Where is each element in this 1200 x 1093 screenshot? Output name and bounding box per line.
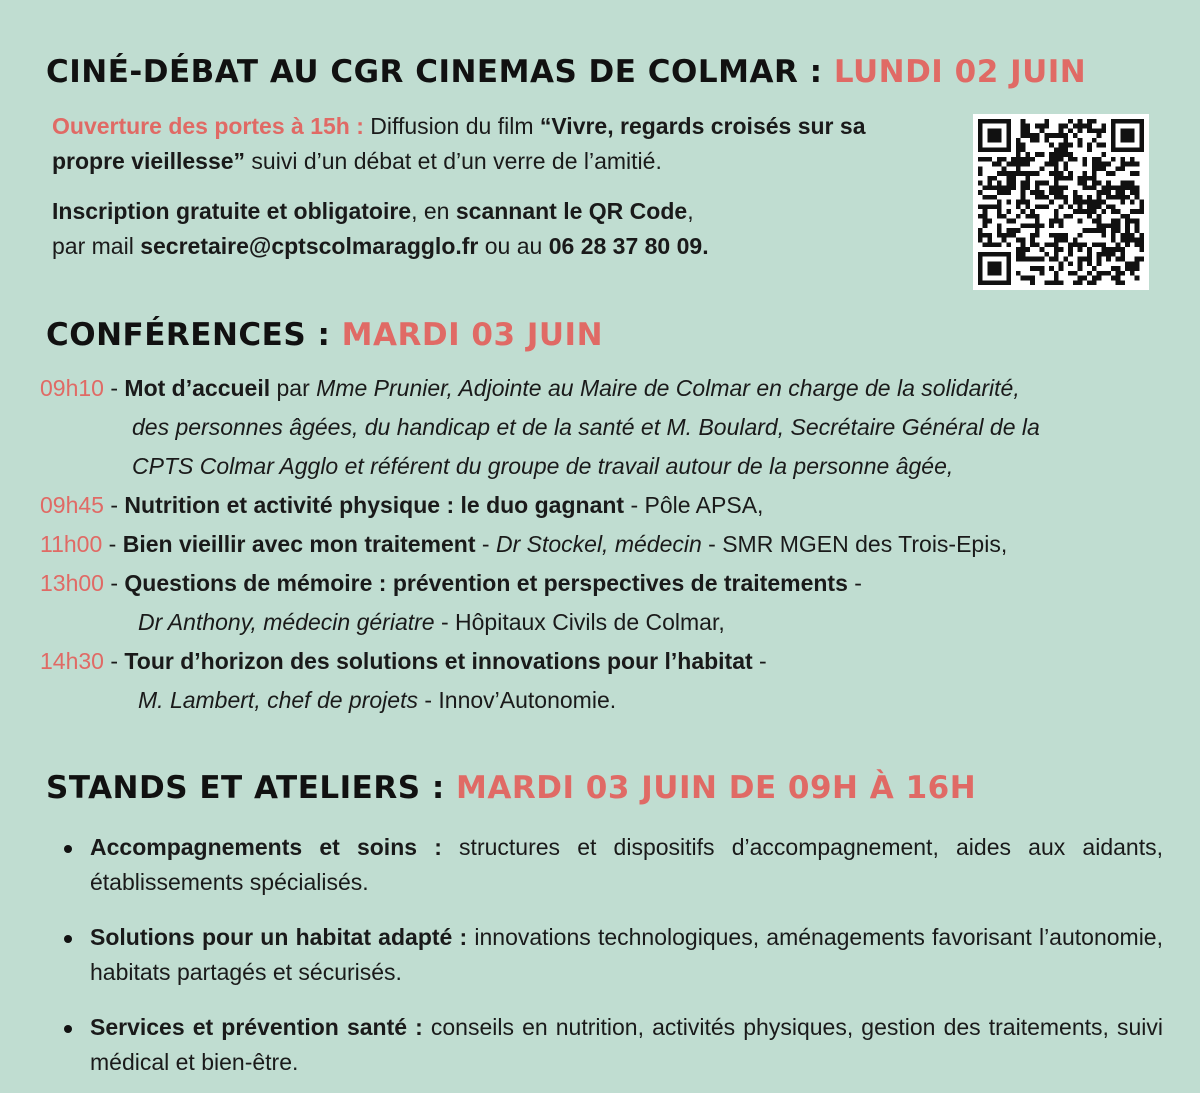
inscription-mid: , en — [411, 198, 456, 224]
program-time: 09h10 — [40, 375, 104, 401]
program-title: Tour d’horizon des solutions et innovations pour l’habitat — [124, 648, 753, 674]
program-title: Bien vieillir avec mon traitement — [122, 531, 476, 557]
program-speaker-line — [138, 603, 725, 642]
bullet-icon — [64, 845, 72, 853]
list-item — [60, 830, 1163, 900]
film-suite-text: suivi d’un débat et d’un verre de l’amitié. — [245, 148, 662, 174]
program-speaker-line — [138, 681, 616, 720]
program-item — [40, 486, 763, 525]
program-time: 09h45 — [40, 492, 104, 518]
program-dash: - — [103, 648, 125, 674]
program-item — [40, 369, 1020, 408]
program-speaker-cont: CPTS Colmar Agglo et référent du groupe de travail autour de la personne âgée, — [132, 453, 954, 479]
program-time: 14h30 — [40, 648, 104, 674]
diffusion-text: Diffusion du film — [363, 113, 540, 139]
inscription-info — [52, 194, 952, 264]
list-item — [60, 920, 1163, 990]
contact-email[interactable]: secretaire@cptscolmaragglo.fr — [140, 233, 479, 259]
stand-label: Accompagnements et soins : — [90, 834, 442, 860]
program-dash: - — [103, 492, 125, 518]
program-speaker: M. Lambert, chef de projets — [138, 687, 418, 713]
stands-date: MARDI 03 JUIN DE 09H À 16H — [456, 770, 977, 806]
program-title: Mot d’accueil — [124, 375, 271, 401]
stand-text: innovations technologiques, aménagements favorisant l’autonomie, habitats partagés et sécurisés. — [90, 924, 1163, 985]
stands-title: STANDS ET ATELIERS — [46, 770, 421, 806]
program-item — [40, 642, 767, 681]
opening-time: Ouverture des portes à 15h : — [52, 113, 364, 139]
bullet-icon — [64, 935, 72, 943]
contact-phone[interactable]: 06 28 37 80 09. — [548, 233, 709, 259]
program-title: Nutrition et activité physique : le duo gagnant — [124, 492, 625, 518]
program-dash: - — [847, 570, 862, 596]
inscription-comma: , — [687, 198, 694, 224]
qr-code-icon[interactable] — [973, 114, 1149, 290]
heading-separator: : — [798, 54, 834, 90]
cine-debat-description — [52, 109, 932, 179]
conferences-title: CONFÉRENCES — [46, 317, 307, 353]
program-speaker-cont: des personnes âgées, du handicap et de la santé et M. Boulard, Secrétaire Général de la — [132, 414, 1040, 440]
list-item — [60, 1010, 1163, 1080]
program-dash: - — [752, 648, 767, 674]
program-time: 13h00 — [40, 570, 104, 596]
bullet-icon — [64, 1025, 72, 1033]
scan-qr-label: scannant le QR Code — [455, 198, 688, 224]
program-item — [40, 564, 862, 603]
stand-label: Services et prévention santé : — [90, 1014, 423, 1040]
program-org: - Innov’Autonomie. — [417, 687, 617, 713]
stands-heading — [46, 768, 976, 808]
stand-text: conseils en nutrition, activités physiques, gestion des traitements, suivi médical et bien-être. — [90, 1014, 1164, 1075]
program-org: - Pôle APSA, — [624, 492, 764, 518]
program-speaker: Dr Stockel, médecin — [495, 531, 702, 557]
cine-debat-title: CINÉ-DÉBAT AU CGR CINEMAS DE COLMAR — [46, 54, 799, 90]
inscription-label: Inscription gratuite et obligatoire — [52, 198, 412, 224]
cine-debat-date: LUNDI 02 JUIN — [833, 54, 1087, 90]
stand-label: Solutions pour un habitat adapté : — [90, 924, 468, 950]
program-org: - Hôpitaux Civils de Colmar, — [434, 609, 725, 635]
program-dash: - — [475, 531, 496, 557]
program-item — [40, 525, 1007, 564]
program-org: - SMR MGEN des Trois-Epis, — [701, 531, 1008, 557]
ou-au-text: ou au — [478, 233, 549, 259]
conferences-date: MARDI 03 JUIN — [341, 317, 604, 353]
program-dash: - — [102, 531, 123, 557]
par-mail-text: par mail — [52, 233, 141, 259]
program-speaker: Dr Anthony, médecin gériatre — [138, 609, 435, 635]
program-title: Questions de mémoire : prévention et perspectives de traitements — [124, 570, 848, 596]
program-dash: - — [103, 375, 125, 401]
heading-separator: : — [306, 317, 342, 353]
stand-text: structures et dispositifs d’accompagnement, aides aux aidants, établissements spécialisés. — [90, 834, 1163, 895]
cine-debat-heading — [46, 52, 1086, 92]
film-title: “Vivre, regards croisés sur sa propre vieillesse” — [52, 113, 866, 174]
conferences-heading — [46, 315, 603, 355]
program-dash: - — [103, 570, 125, 596]
heading-separator: : — [420, 770, 457, 806]
program-time: 11h00 — [40, 531, 103, 557]
program-par: par — [270, 375, 317, 401]
program-speaker: Mme Prunier, Adjointe au Maire de Colmar en charge de la solidarité, — [316, 375, 1020, 401]
